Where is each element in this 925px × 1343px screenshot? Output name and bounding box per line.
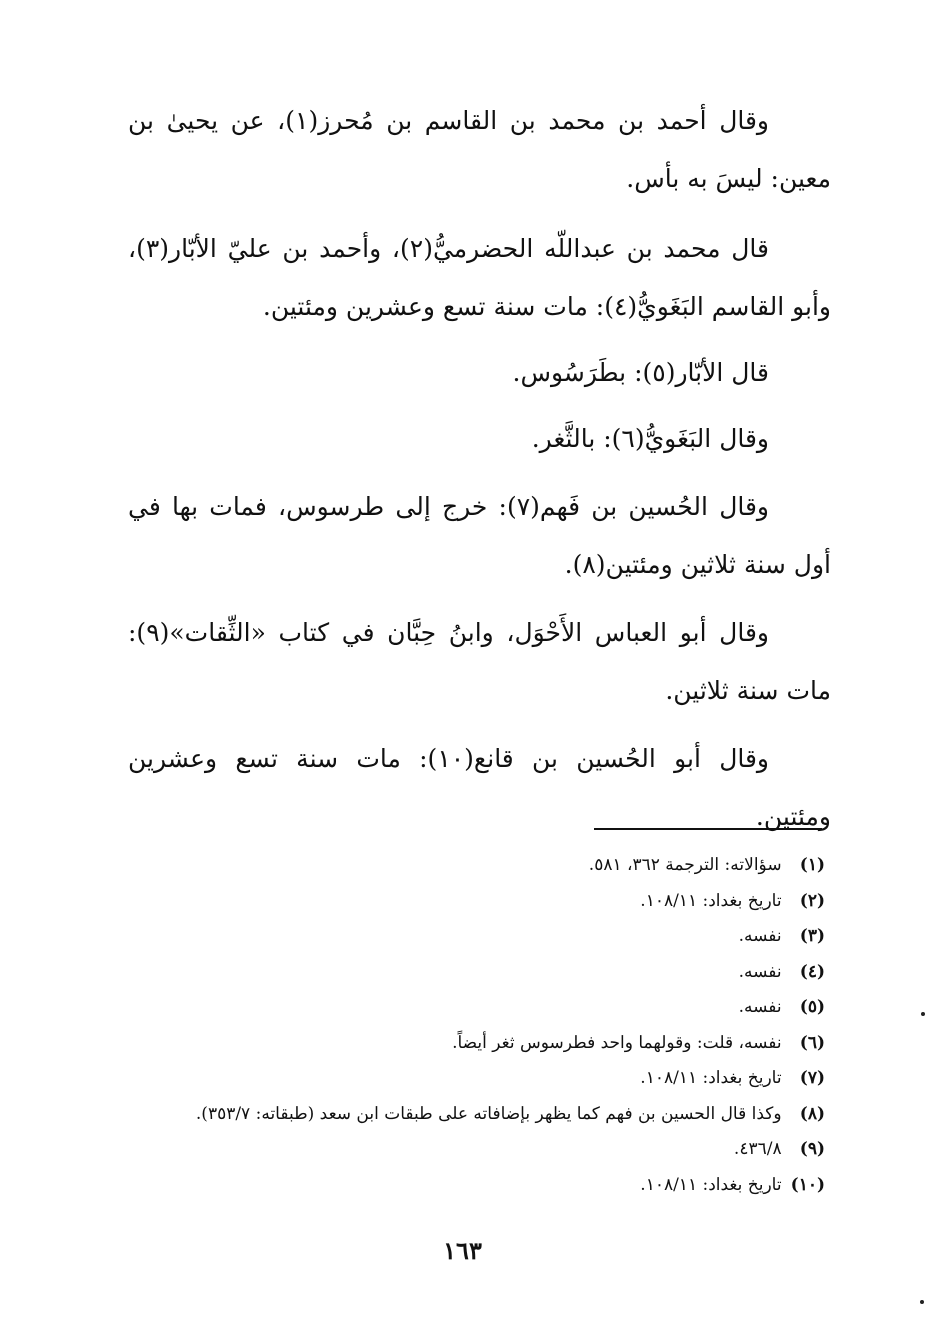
paragraph: وقال الحُسين بن فَهم(٧): خرج إلى طرسوس، فمات بها في أول سنة ثلاثين ومئتين(٨).: [128, 492, 831, 579]
footnote-number: (٦): [799, 1032, 825, 1053]
footnote-number: (٩): [799, 1139, 825, 1159]
footnote-number: (١٠): [790, 1174, 825, 1195]
footnote-text: تاريخ بغداد: ١٠٨/١١.: [640, 890, 782, 911]
footnote: [105, 848, 825, 884]
footnote: [105, 884, 825, 920]
footnote-number: (١): [799, 855, 825, 875]
footnote: [105, 990, 825, 1026]
footnote-number: (٤): [799, 961, 825, 982]
paragraph: قال الأبّار(٥): بطَرَسُوس.: [512, 358, 769, 387]
footnote-text: تاريخ بغداد: ١٠٨/١١.: [640, 1068, 782, 1088]
footnote-text: وكذا قال الحسين بن فهم كما يظهر بإضافاته على طبقات ابن سعد (طبقاته: ٣٥٣/٧).: [195, 1103, 782, 1124]
footnote-number: (٧): [799, 1068, 825, 1088]
footnote: [105, 1026, 825, 1062]
footnote-number: (٣): [799, 926, 825, 946]
footnote-text: نفسه.: [738, 997, 782, 1017]
footnote: [105, 1097, 825, 1133]
paragraph: وقال أبو العباس الأَحْوَل، وابنُ حِبَّان في كتاب «الثِّقات»(٩): مات سنة ثلاثين.: [128, 618, 831, 705]
footnote-text: سؤالاته: الترجمة ٣٦٢، ٥٨١.: [588, 855, 782, 875]
footnote-text: نفسه، قلت: وقولهما واحد فطرسوس ثغر أيضاً.: [452, 1032, 782, 1053]
footnote-text: تاريخ بغداد: ١٠٨/١١.: [640, 1174, 782, 1195]
footnote: [105, 1168, 825, 1204]
footnote-text: نفسه.: [738, 961, 782, 982]
page-number: ١٦٣: [443, 1236, 482, 1265]
footnote-number: (٨): [799, 1103, 825, 1124]
footnote: [105, 919, 825, 955]
main-text: [128, 92, 831, 856]
paragraph: وقال أحمد بن محمد بن القاسم بن مُحرز(١)، عن يحيىٰ بن معين: ليسَ به بأس.: [128, 106, 831, 193]
footnote-separator: [594, 828, 822, 830]
scan-speck: [920, 1300, 924, 1304]
footnote-number: (٥): [799, 997, 825, 1017]
footnote-number: (٢): [799, 890, 825, 911]
footnotes: [105, 848, 825, 1203]
footnote: [105, 1132, 825, 1168]
paragraph: وقال أبو الحُسين بن قانع(١٠): مات سنة تسع وعشرين ومئتين.: [128, 744, 831, 831]
footnote: [105, 955, 825, 991]
footnote: [105, 1061, 825, 1097]
paragraph: قال محمد بن عبداللّه الحضرميُّ(٢)، وأحمد بن عليّ الأبّار(٣)، وأبو القاسم البَغَويُّ(٤): مات سنة تسع وعشرين ومئتين.: [128, 234, 831, 321]
paragraph: وقال البَغَويُّ(٦): بالثَّغر.: [531, 424, 769, 453]
footnote-text: نفسه.: [738, 926, 782, 946]
scan-speck: [921, 1012, 925, 1016]
footnote-text: ٤٣٦/٨.: [733, 1139, 782, 1159]
